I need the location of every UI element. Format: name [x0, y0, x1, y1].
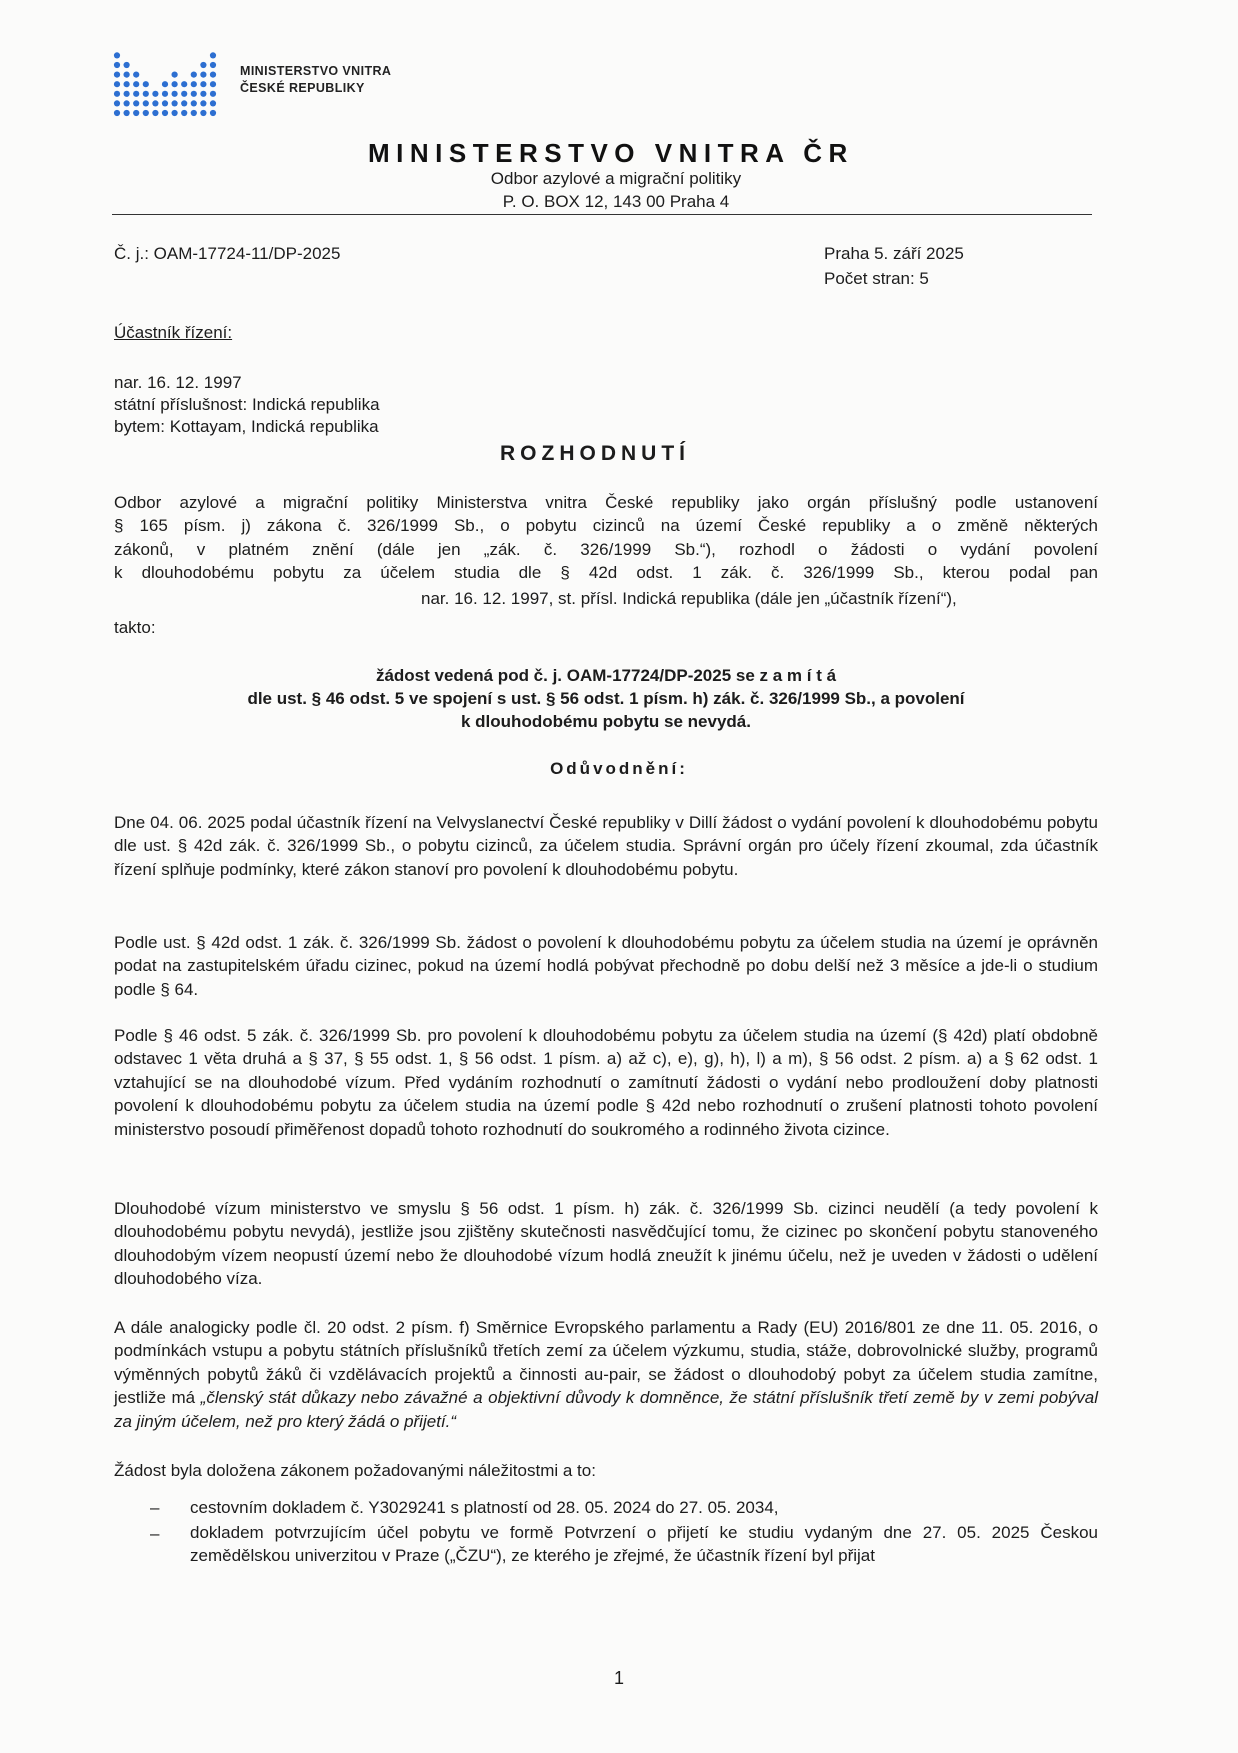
page-number: 1 [613, 1668, 624, 1688]
participant-residence: bytem: Kottayam, Indická republika [114, 417, 379, 436]
intro-line-2: § 165 písm. j) zákona č. 326/1999 Sb., o pobytu cizinců na území České republiky a o změně některých [114, 516, 1098, 536]
document-item-2: dokladem potvrzujícím účel pobytu ve formě Potvrzení o přijetí ke studiu vydaným dne 27. 05. 2025 Českou zemědělskou univerzitou v Praze („ČZU“), ze kterého je zřejmé, že účastník řízení byl přijat [190, 1523, 1098, 1566]
intro-line-1: Odbor azylové a migrační politiky Ministerstva vnitra České republiky jako orgán příslušný podle ustanovení [114, 493, 1098, 512]
page-count: Počet stran: 5 [824, 269, 929, 288]
directive-text: A dále analogicky podle čl. 20 odst. 2 písm. f) Směrnice Evropského parlamentu a Rady (EU) 2016/801 ze dne 11. 05. 2016, o podmínkách vstupu a pobytu státních příslušníků třetích zemí za účelem výzkumu, studia, stáže, dobrovolnické služby, programů výměnných pobytů žáků či vzdělávacích projektů a činnosti au-pair, se žádost o dlouhodobý pobyt za účelem studia zamítne, jestliže má [114, 1318, 1098, 1408]
department-name: Odbor azylové a migrační politiky [490, 169, 742, 188]
bullet-marker: – [150, 1524, 160, 1543]
documents-intro: Žádost byla doložena zákonem požadovanými náležitostmi a to: [114, 1461, 596, 1480]
verdict-line-2: dle ust. § 46 odst. 5 ve spojení s ust. § 56 odst. 1 písm. h) zák. č. 326/1999 Sb., a povolení [247, 689, 965, 708]
bullet-marker: – [150, 1498, 160, 1517]
ministry-title: MINISTERSTVO VNITRA ČR [368, 138, 854, 168]
verdict-line-1: žádost vedená pod č. j. OAM-17724/DP-2025 se z a m í t á [375, 666, 837, 685]
verdict-line-3: k dlouhodobému pobytu se nevydá. [461, 712, 751, 731]
paragraph-2: Podle ust. § 42d odst. 1 zák. č. 326/1999 Sb. žádost o povolení k dlouhodobému pobytu za účelem studia na území je oprávněn podat na zastupitelském úřadu cizinec, pokud na území hodlá pobývat přechodně po dobu delší než 3 měsíce a jde-li o studium podle § 64. [114, 933, 1098, 999]
paragraph-3: Podle § 46 odst. 5 zák. č. 326/1999 Sb. pro povolení k dlouhodobému pobytu za účelem studia na území (§ 42d) platí obdobně odstavec 1 věta druhá a § 37, § 55 odst. 1, § 56 odst. 1 písm. a) až c), e), g), h), l) a m), § 56 odst. 2 písm. a) a § 62 odst. 1 vztahující se na dlouhodobé vízum. Před vydáním rozhodnutí o zamítnutí žádosti o vydání nebo prodloužení doby platnosti povolení k dlouhodobému pobytu za účelem studia na území podle § 42d nebo rozhodnutí o zrušení platnosti tohoto povolení ministerstvo posoudí přiměřenost dopadů tohoto rozhodnutí do soukromého a rodinného života cizince. [114, 1026, 1098, 1139]
intro-takto: takto: [114, 618, 156, 637]
intro-line-5: nar. 16. 12. 1997, st. přísl. Indická republika (dále jen „účastník řízení“), [421, 589, 957, 608]
logo-text [240, 63, 391, 97]
place-date: Praha 5. září 2025 [824, 244, 964, 263]
reference-number: Č. j.: OAM-17724-11/DP-2025 [114, 244, 341, 263]
logo-line-2: ČESKÉ REPUBLIKY [240, 81, 365, 95]
directive-quote: „členský stát důkazy nebo závažné a objektivní důvody k domněnce, že státní příslušník třetí země by v zemi pobýval za jiným účelem, než pro který žádá o přijetí.“ [114, 1388, 1098, 1431]
participant-born: nar. 16. 12. 1997 [114, 373, 242, 392]
paragraph-directive [114, 1316, 1098, 1433]
postal-address: P. O. BOX 12, 143 00 Praha 4 [502, 192, 730, 211]
header-divider [112, 214, 1092, 215]
document-item-1: cestovním dokladem č. Y3029241 s platností od 28. 05. 2024 do 27. 05. 2034, [190, 1498, 779, 1517]
intro-paragraph [114, 491, 1098, 585]
paragraph-1: Dne 04. 06. 2025 podal účastník řízení na Velvyslanectví České republiky v Dillí žádost o vydání povolení k dlouhodobému pobytu dle ust. § 42d zák. č. 326/1999 Sb., o pobytu cizinců, za účelem studia. Správní orgán pro účely řízení zkoumal, zda účastník řízení splňuje podmínky, které zákon stanoví pro povolení k dlouhodobému pobytu. [114, 813, 1098, 879]
participant-label: Účastník řízení: [114, 323, 233, 342]
reasoning-title: Odůvodnění: [550, 759, 688, 778]
intro-line-3: zákonů, v platném znění (dále jen „zák. č. 326/1999 Sb.“), rozhodl o žádosti o vydání povolení [114, 539, 1098, 559]
participant-nationality: státní příslušnost: Indická republika [114, 395, 380, 414]
ministry-logo [112, 36, 218, 118]
intro-line-4: k dlouhodobému pobytu za účelem studia dle § 42d odst. 1 zák. č. 326/1999 Sb., kterou podal pan [114, 563, 1098, 583]
paragraph-4: Dlouhodobé vízum ministerstvo ve smyslu § 56 odst. 1 písm. h) zák. č. 326/1999 Sb. cizinci neudělí (a tedy povolení k dlouhodobému pobytu nevydá), jestliže jsou zjištěny skutečnosti nasvědčující tomu, že cizinec po skončení pobytu stanoveného dlouhodobým vízem neopustí území nebo že dlouhodobé vízum hodlá zneužít k jinému účelu, než je uveden v žádosti o udělení dlouhodobého víza. [114, 1199, 1098, 1289]
logo-line-1: MINISTERSTVO VNITRA [240, 64, 392, 78]
decision-title: ROZHODNUTÍ [500, 442, 690, 465]
verdict [114, 664, 1098, 733]
